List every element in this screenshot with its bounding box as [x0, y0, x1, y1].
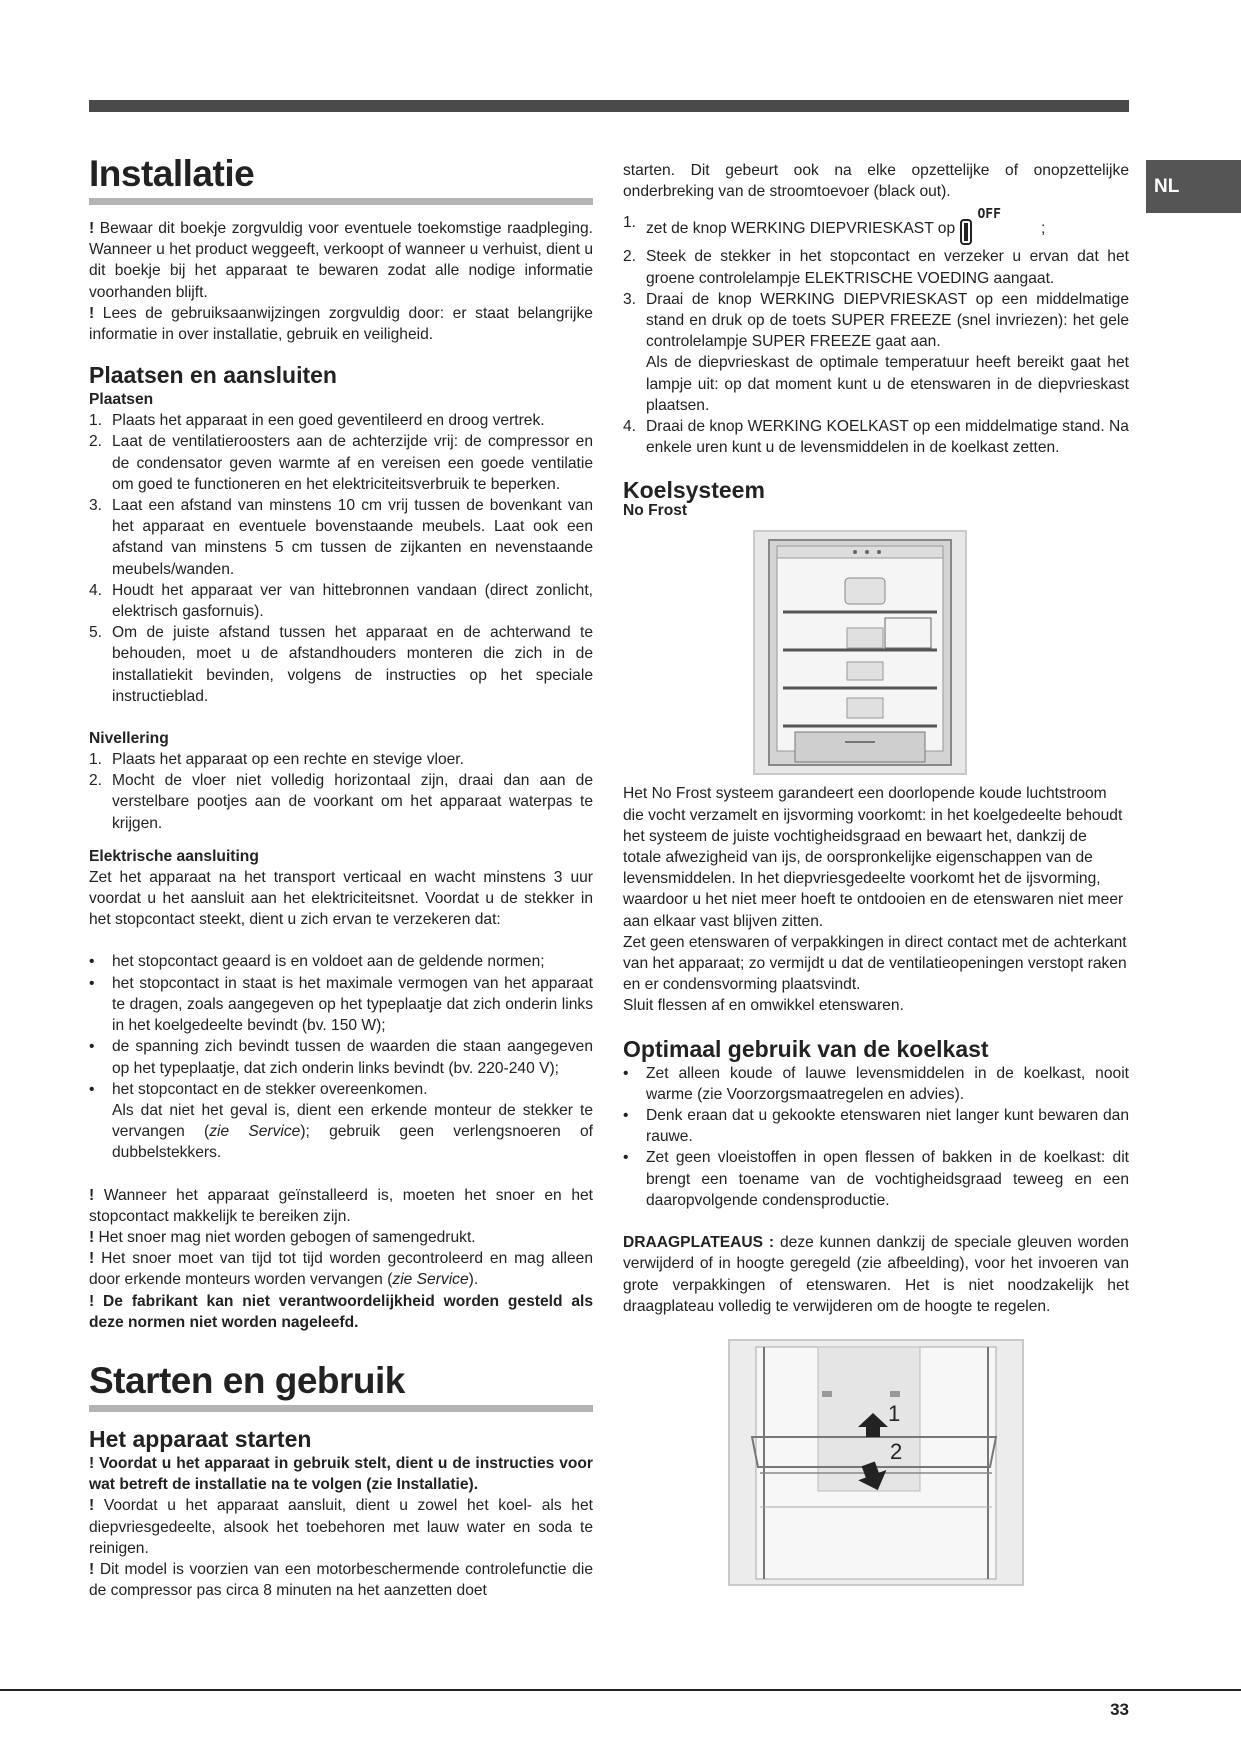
- off-label: OFF: [977, 206, 1001, 222]
- page-number: 33: [1110, 1700, 1129, 1719]
- list-item: 3. Draai de knop WERKING DIEPVRIESKAST op een middelmatige stand en druk op de toets SUPER FREEZE (snel invriezen): het gele controlelampje SUPER FREEZE gaat aan. Als de diepvrieskast de optimale temperatuur heeft bereikt gaat het lampje uit: op dat moment kunt u de etenswaren in de diepvrieskast plaatsen.: [623, 290, 1129, 414]
- start-warning-2: ! Voordat u het apparaat aansluit, dient u zowel het koel- als het diepvriesgedeelte, alsook het toebehoren met lauw water en soda te reinigen.: [89, 1497, 593, 1557]
- nivellering-list: [89, 749, 593, 834]
- apparaat-heading: Het apparaat starten: [89, 1425, 312, 1452]
- list-item: 3. Laat een afstand van minstens 10 cm vrij tussen de bovenkant van het apparaat en eventuele bovenstaande meubels. Laat ook een afstand van minstens 5 cm tussen de zijkanten en nevenstaande meubels/wanden.: [89, 497, 593, 578]
- bottom-rule: [0, 1689, 1241, 1691]
- list-item: • Zet alleen koude of lauwe levensmiddelen in de koelkast, nooit warme (zie Voorzorgsmaatregelen en advies).: [623, 1064, 1129, 1103]
- list-item: 1. zet de knop WERKING DIEPVRIESKAST op $^{OFF}$;: [623, 212, 1129, 246]
- list-item: 2. Mocht de vloer niet volledig horizontaal zijn, draai dan aan de verstelbare pootjes aan de voorkant om het apparaat waterpas te krijgen.: [89, 772, 593, 832]
- continued-text: starten. Dit gebeurt ook na elke opzettelijke of onopzettelijke onderbreking van de stroomtoevoer (black out).: [623, 162, 1129, 201]
- warning-3: ! Het snoer moet van tijd tot tijd worden gecontroleerd en mag alleen door erkende monteurs worden vervangen (zie Service).: [89, 1250, 593, 1289]
- koel-heading: Koelsysteem: [623, 477, 765, 504]
- list-item: • Zet geen vloeistoffen in open flessen of bakken in de koelkast: dit brengt een toename van de vochtigheidsgraad teweeg en een daaropvolgende condensproductie.: [623, 1149, 1129, 1209]
- top-rule: [89, 100, 1129, 112]
- koel-subheading: No Frost: [623, 502, 688, 520]
- draagplateaus-text: DRAAGPLATEAUS : deze kunnen dankzij de speciale gleuven worden verwijderd of in hoogte geregeld (zie afbeelding), voor het invoeren van grote verpakkingen of etenswaren. Het is niet noodzakelijk het draagplateau volledig te verwijderen om de hoogte te regelen.: [623, 1234, 1129, 1315]
- intro-paragraph-2: ! Lees de gebruiksaanwijzingen zorgvuldig door: er staat belangrijke informatie in over installatie, gebruik en veiligheid.: [89, 304, 593, 344]
- warning-1: ! Wanneer het apparaat geïnstalleerd is, moeten het snoer en het stopcontact makkelijk te bereiken zijn.: [89, 1186, 594, 1225]
- shelf-adjust-figure: [728, 1339, 1024, 1586]
- nivellering-subheading: Nivellering: [89, 730, 169, 748]
- start-warning-3: ! Dit model is voorzien van een motorbeschermende controlefunctie die de compressor pas circa 8 minuten na het aanzetten doet: [89, 1560, 593, 1600]
- list-item: Als dat niet het geval is, dient een erkende monteur de stekker te vervangen (zie Service); gebruik geen verlengsnoeren of dubbelstekkers.: [112, 1101, 593, 1162]
- list-item: • Denk eraan dat u gekookte etenswaren niet langer kunt bewaren dan rauwe.: [623, 1107, 1129, 1146]
- elektrisch-bullets: [89, 951, 593, 1163]
- list-item: • het stopcontact in staat is het maximale vermogen van het apparaat te dragen, zoals aangegeven op het typeplaatje dat zich onderin links in het koelgedeelte bevindt (bv. 150 W);: [89, 974, 593, 1035]
- warning-4: ! De fabrikant kan niet verantwoordelijkheid worden gesteld als deze normen niet worden nageleefd.: [89, 1292, 594, 1331]
- optimaal-bullets: [623, 1063, 1129, 1211]
- list-item: 2. Steek de stekker in het stopcontact en verzeker u ervan dat het groene controlelampje ELEKTRISCHE VOEDING aangaat.: [623, 248, 1129, 287]
- nofrost-text-3: Sluit flessen af en omwikkel etenswaren.: [623, 997, 904, 1015]
- list-item: 4. Draai de knop WERKING KOELKAST op een middelmatige stand. Na enkele uren kunt u de levensmiddelen in de koelkast zetten.: [623, 418, 1129, 457]
- installatie-title: Installatie: [89, 152, 593, 205]
- start-steps: [623, 206, 1129, 458]
- list-item: • de spanning zich bevindt tussen de waarden die staan aangegeven op het typeplaatje, dat zich onderin links bevindt (bv. 220-240 V);: [89, 1038, 593, 1077]
- list-item: 1. Plaats het apparaat in een goed geventileerd en droog vertrek.: [89, 412, 545, 430]
- plaatsen-subheading: Plaatsen: [89, 391, 154, 409]
- elektrisch-text: Zet het apparaat na het transport verticaal en wacht minstens 3 uur voordat u het aansluit aan het elektriciteitsnet. Voordat u de stekker in het stopcontact steekt, dient u zich ervan te verzekeren dat:: [89, 868, 593, 929]
- figure-label-1: 1: [888, 1400, 901, 1426]
- starten-title: Starten en gebruik: [89, 1359, 593, 1412]
- figure-label-2: 2: [890, 1438, 903, 1464]
- warning-2: ! Het snoer mag niet worden gebogen of samengedrukt.: [89, 1228, 476, 1246]
- nofrost-text-1: Het No Frost systeem garandeert een doorlopende koude luchtstroom die vocht verzamelt en ijsvorming voorkomt: in het koelgedeelte behoudt het systeem de juiste vochtigheidsgraad en bewaart het, dankzij de totale afwezigheid van ijs, de oorspronkelijke eigenschappen van de levensmiddelen. In het diepvriesgedeelte voorkomt het de ijsvorming, waardoor u het niet meer hoeft te ontdooien en de etenswaren niet meer aan elkaar vast blijven zitten.: [623, 785, 1124, 930]
- list-item: • het stopcontact en de stekker overeenkomen.: [89, 1080, 428, 1098]
- fridge-interior-figure: [753, 530, 967, 775]
- intro-paragraph-1: ! Bewaar dit boekje zorgvuldig voor eventuele toekomstige raadpleging. Wanneer u het product weggeeft, verkoopt of wanneer u verhuist, dient u dit boekje bij het apparaat te bewaren zodat alle nodige informatie voorhanden blijft.: [89, 220, 593, 301]
- list-item: 5. Om de juiste afstand tussen het apparaat en de achterwand te behouden, moet u de afstandhouders monteren die zich in de installatiekit bevinden, volgens de instructies op het speciale instructieblad.: [89, 624, 593, 705]
- list-item: 4. Houdt het apparaat ver van hittebronnen vandaan (direct zonlicht, elektrisch gasfornuis).: [89, 581, 593, 621]
- start-warning-1: ! Voordat u het apparaat in gebruik stelt, dient u de instructies voor wat betreft de installatie na te volgen (zie Installatie).: [89, 1454, 593, 1494]
- plaatsen-heading: Plaatsen en aansluiten: [89, 362, 337, 389]
- plaatsen-list: [89, 410, 593, 707]
- left-column: [89, 152, 593, 1601]
- optimaal-heading: Optimaal gebruik van de koelkast: [623, 1035, 989, 1062]
- nofrost-text-2: Zet geen etenswaren of verpakkingen in direct contact met de achterkant van het apparaat; zo vermijdt u dat de ventilatieopeningen verstopt raken en er condensvorming plaatsvindt.: [623, 933, 1127, 994]
- right-column: [623, 160, 1129, 1586]
- list-item: 1. Plaats het apparaat op een rechte en stevige vloer.: [89, 751, 464, 769]
- language-tab: NL: [1146, 160, 1241, 213]
- list-item: 2. Laat de ventilatieroosters aan de achterzijde vrij: de compressor en de condensator geven warmte af en vereisen een goede ventilatie om goed te functioneren en het elektriciteitsverbruik te beperken.: [89, 433, 593, 493]
- elektrisch-subheading: Elektrische aansluiting: [89, 847, 259, 865]
- list-item: • het stopcontact geaard is en voldoet aan de geldende normen;: [89, 953, 545, 971]
